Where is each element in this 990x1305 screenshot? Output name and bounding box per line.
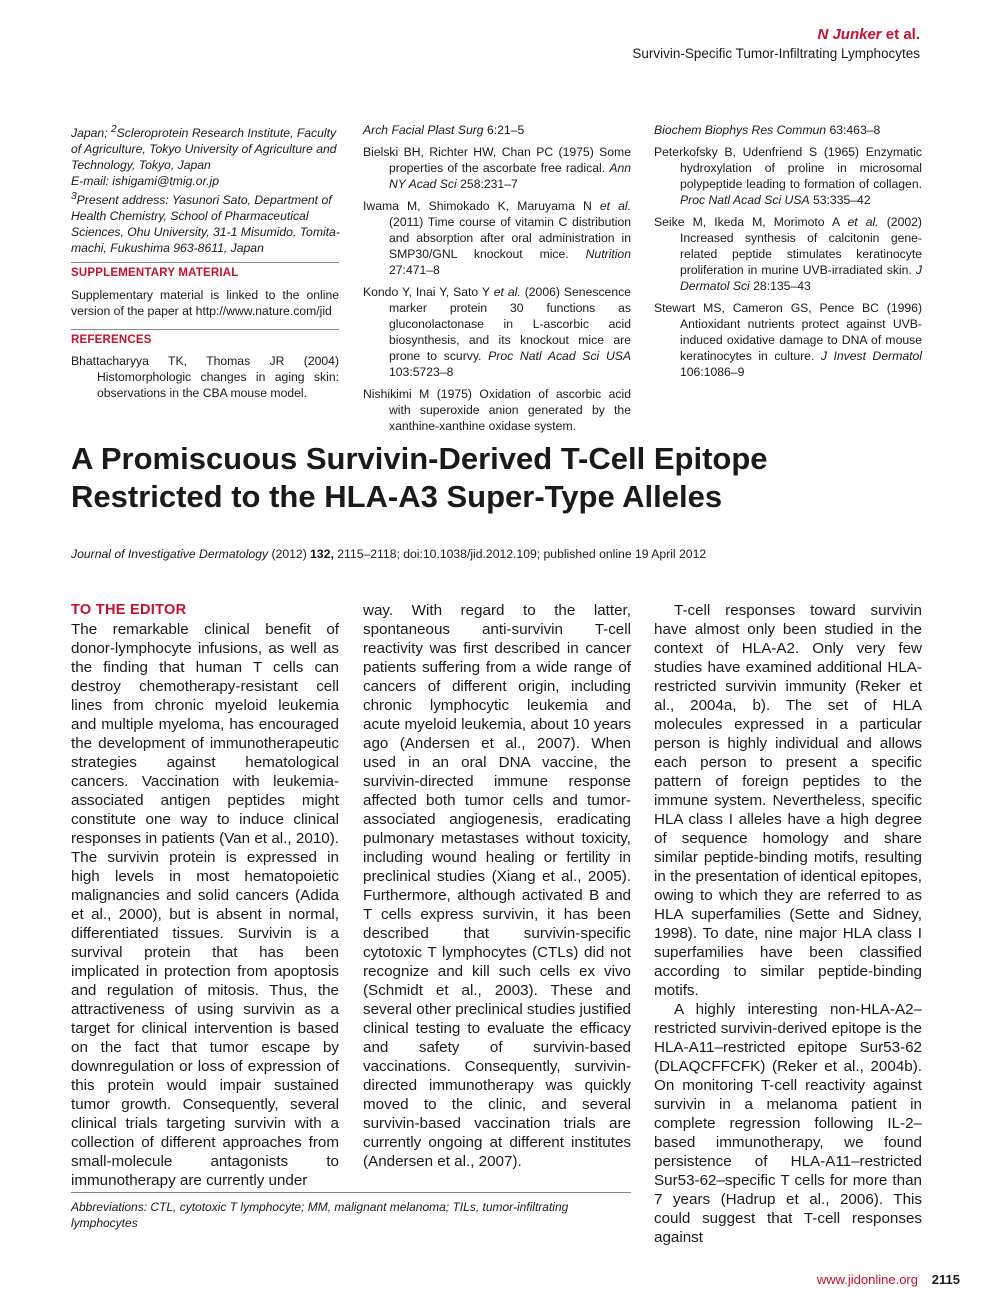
reference-etal: et al.	[599, 199, 631, 213]
reference-tail: 27:471–8	[389, 263, 440, 277]
reference-item	[654, 300, 922, 380]
article-title-line-2: Restricted to the HLA-A3 Super-Type Alleles	[71, 479, 723, 514]
reference-item	[363, 144, 631, 192]
body-paragraph-1: The remarkable clinical benefit of donor-lymphocyte infusions, as well as the finding that human T cells can destroy chemotherapy-resistant cell lines from chronic myeloid leukemia and multiple myeloma, has encouraged the development of immunotherapeutic strategies against hematological cancers. Vaccination with leukemia-associated antigen peptides might constitute one way to induce clinical responses in patients (Van et al., 2010). The survivin protein is expressed in high levels in most hematopoietic malignancies and solid cancers (Adida et al., 2000), but is absent in normal, differentiated tissues. Survivin is a survival protein that has been implicated in protection from apoptosis and regulation of mitosis. Thus, the attractiveness of using survivin as a target for clinical intervention is based on the fact that tumor escape by downregulation or loss of expression of this protein would impair sustained tumor growth. Consequently, several clinical trials targeting survivin with a collection of different approaches from small-molecule antagonists to immunotherapy are currently under	[71, 621, 339, 1189]
reference-tail: 103:5723–8	[389, 365, 454, 379]
reference-text: Iwama M, Shimokado K, Maruyama N	[363, 199, 600, 213]
reference-tail: 106:1086–9	[680, 365, 745, 379]
references-heading: REFERENCES	[71, 329, 339, 346]
body-column-1	[71, 601, 339, 1190]
reference-text: Nishikimi M (1975) Oxidation of ascorbic acid with superoxide anion generated by the xanthine-xanthine oxidase system.	[363, 387, 631, 433]
affiliation-scleroprotein: Scleroprotein Research Institute, Faculty of Agriculture, Tokyo University of Agriculture and Technology, Tokyo, Japan	[71, 126, 337, 173]
body-paragraph-2: T-cell responses toward survivin have almost only been studied in the context of HLA-A2. Only very few studies have examined additional HLA-restricted survivin immunity (Reker et al., 2004a, b). The set of HLA molecules expressed in a particular person is highly individual and allows each person to present a specific pattern of foreign peptides to the immune system. Nevertheless, specific HLA class I alleles have a high degree of sequence homology and share similar peptide-binding motifs, resulting in the presentation of identical epitopes, owing to which they are referred to as HLA superfamilies (Sette and Sidney, 1998). To date, nine major HLA class I superfamilies have been classified according to similar peptide-binding motifs.	[654, 602, 922, 999]
citation-rest: 2115–2118; doi:10.1038/jid.2012.109; published online 19 April 2012	[333, 547, 707, 561]
journal-url-link[interactable]: www.jidonline.org	[816, 1272, 918, 1287]
running-header-title: Survivin-Specific Tumor-Infiltrating Lymphocytes	[632, 46, 920, 61]
supplementary-heading: SUPPLEMENTARY MATERIAL	[71, 262, 339, 279]
footnote-divider	[71, 1192, 631, 1193]
reference-journal: J Invest Dermatol	[820, 349, 922, 363]
references-column-1	[71, 353, 339, 407]
affiliation-email: E-mail: ishigami@tmig.or.jp	[71, 174, 220, 189]
article-citation	[71, 547, 921, 561]
reference-text: Bhattacharyya TK, Thomas JR (2004) Histomorphologic changes in aging skin: observations in the CBA mouse model.	[71, 354, 339, 400]
body-column-2	[363, 601, 631, 1171]
affiliation-present-address: Present address: Yasunori Sato, Department of Health Chemistry, School of Pharmaceutical Sciences, Ohu University, 31-1 Misumido, Tomita-machi, Fukushima 963-8611, Japan	[71, 193, 340, 256]
abbreviations-footnote	[71, 1200, 631, 1231]
reference-text: Seike M, Ikeda M, Morimoto A	[654, 215, 848, 229]
reference-item	[363, 386, 631, 434]
reference-text: Bielski BH, Richter HW, Chan PC (1975) Some properties of the ascorbate free radical.	[363, 145, 631, 175]
reference-text: Kondo Y, Inai Y, Sato Y	[363, 285, 494, 299]
reference-item	[654, 144, 922, 208]
abbreviations-label: Abbreviations:	[71, 1200, 148, 1214]
reference-item	[654, 214, 922, 294]
reference-journal: Biochem Biophys Res Commun	[654, 123, 827, 137]
article-title	[71, 440, 891, 516]
to-the-editor-heading: TO THE EDITOR	[71, 602, 187, 618]
reference-tail: 258:231–7	[456, 177, 518, 191]
supplementary-text: Supplementary material is linked to the online version of the paper at http://www.nature.com/jid	[71, 288, 339, 318]
page-number: 2115	[931, 1272, 960, 1287]
citation-journal: Journal of Investigative Dermatology	[71, 547, 269, 561]
reference-journal: Ann NY Acad Sci	[389, 161, 631, 191]
body-paragraph-3: A highly interesting non-HLA-A2–restricted survivin-derived epitope is the HLA-A11–restricted epitope Sur53-62 (DLAQCFFCFK) (Reker et al., 2004b). On monitoring T-cell reactivity against survivin in a melanoma patient in complete regression following IL-2–based immunotherapy, we found persistence of HLA-A11–restricted Sur53-62–specific T cells for more than 7 years (Hadrup et al., 2006). This could suggest that T-cell responses against	[654, 1001, 922, 1246]
affiliation-sup2: 2	[110, 124, 117, 135]
reference-text: (2006) Senescence marker protein 30 functions as gluconolactonase in L-ascorbic acid biosynthesis, and its knockout mice are prone to scurvy.	[389, 285, 631, 363]
reference-etal: et al.	[493, 285, 521, 299]
reference-text: Stewart MS, Cameron GS, Pence BC (1996) Antioxidant nutrients protect against UVB-induced oxidative damage to DNA of mouse keratinocytes in culture.	[654, 301, 922, 363]
citation-volume: 132,	[310, 547, 334, 561]
reference-text: Peterkofsky B, Udenfriend S (1965) Enzymatic hydroxylation of proline in microsomal polypeptide leading to formation of collagen.	[654, 145, 922, 191]
body-paragraph-1-continued: way. With regard to the latter, spontaneous anti-survivin T-cell reactivity was first described in cancer patients suffering from a wide range of cancers of different origin, including chronic lymphocytic leukemia and acute myeloid leukemia, about 10 years ago (Andersen et al., 2007). When used in an oral DNA vaccine, the survivin-directed immune response affected both tumor cells and tumor-associated angiogenesis, eradicating pulmonary metastases without toxicity, including wound healing or fertility in preclinical studies (Xiang et al., 2005). Furthermore, although activated B and T cells express survivin, it has been described that survivin-specific cytotoxic T lymphocytes (CTLs) did not recognize and kill such cells ex vivo (Schmidt et al., 2003). These and several other preclinical studies justified clinical testing to evaluate the efficacy and safety of survivin-based vaccinations. Consequently, survivin-directed immunotherapy was quickly moved to the clinic, and several survivin-based vaccination trials are currently ongoing at different institutes (Andersen et al., 2007).	[363, 602, 631, 1170]
reference-continuation	[654, 122, 922, 138]
citation-year: (2012)	[268, 547, 311, 561]
reference-journal: Arch Facial Plast Surg	[363, 123, 484, 137]
reference-etal: et al.	[847, 215, 879, 229]
reference-text: (2011) Time course of vitamin C distribution and absorption after oral administration in SMP30/GNL knockout mice.	[389, 215, 631, 261]
reference-tail: 28:135–43	[749, 279, 811, 293]
reference-tail: 53:335–42	[809, 193, 871, 207]
affiliation-block	[71, 122, 341, 256]
article-title-line-1: A Promiscuous Survivin-Derived T-Cell Epitope	[71, 441, 768, 476]
running-header-authors	[817, 26, 920, 43]
reference-tail: 6:21–5	[483, 123, 525, 137]
reference-journal: Proc Natl Acad Sci USA	[488, 349, 632, 363]
reference-item	[363, 284, 631, 380]
abbreviations-text: CTL, cytotoxic T lymphocyte; MM, malignant melanoma; TILs, tumor-infiltrating lymphocytes	[71, 1200, 569, 1230]
reference-continuation	[363, 122, 631, 138]
reference-journal: Nutrition	[585, 247, 631, 261]
references-column-3	[654, 122, 922, 386]
header-author-name: N Junker	[817, 26, 882, 43]
references-column-2	[363, 122, 631, 440]
reference-journal: Proc Natl Acad Sci USA	[680, 193, 810, 207]
header-author-suffix: et al.	[881, 26, 920, 43]
body-column-3	[654, 601, 922, 1247]
reference-item	[71, 353, 339, 401]
affiliation-sup3: 3	[71, 191, 77, 203]
reference-journal: J Dermatol Sci	[680, 263, 922, 293]
reference-item	[363, 198, 631, 278]
affiliation-japan: Japan;	[71, 126, 111, 141]
reference-tail: 63:463–8	[826, 123, 881, 137]
reference-text: (2002) Increased synthesis of calcitonin gene-related peptide stimulates keratinocyte proliferation in murine UVB-irradiated skin.	[680, 215, 922, 277]
